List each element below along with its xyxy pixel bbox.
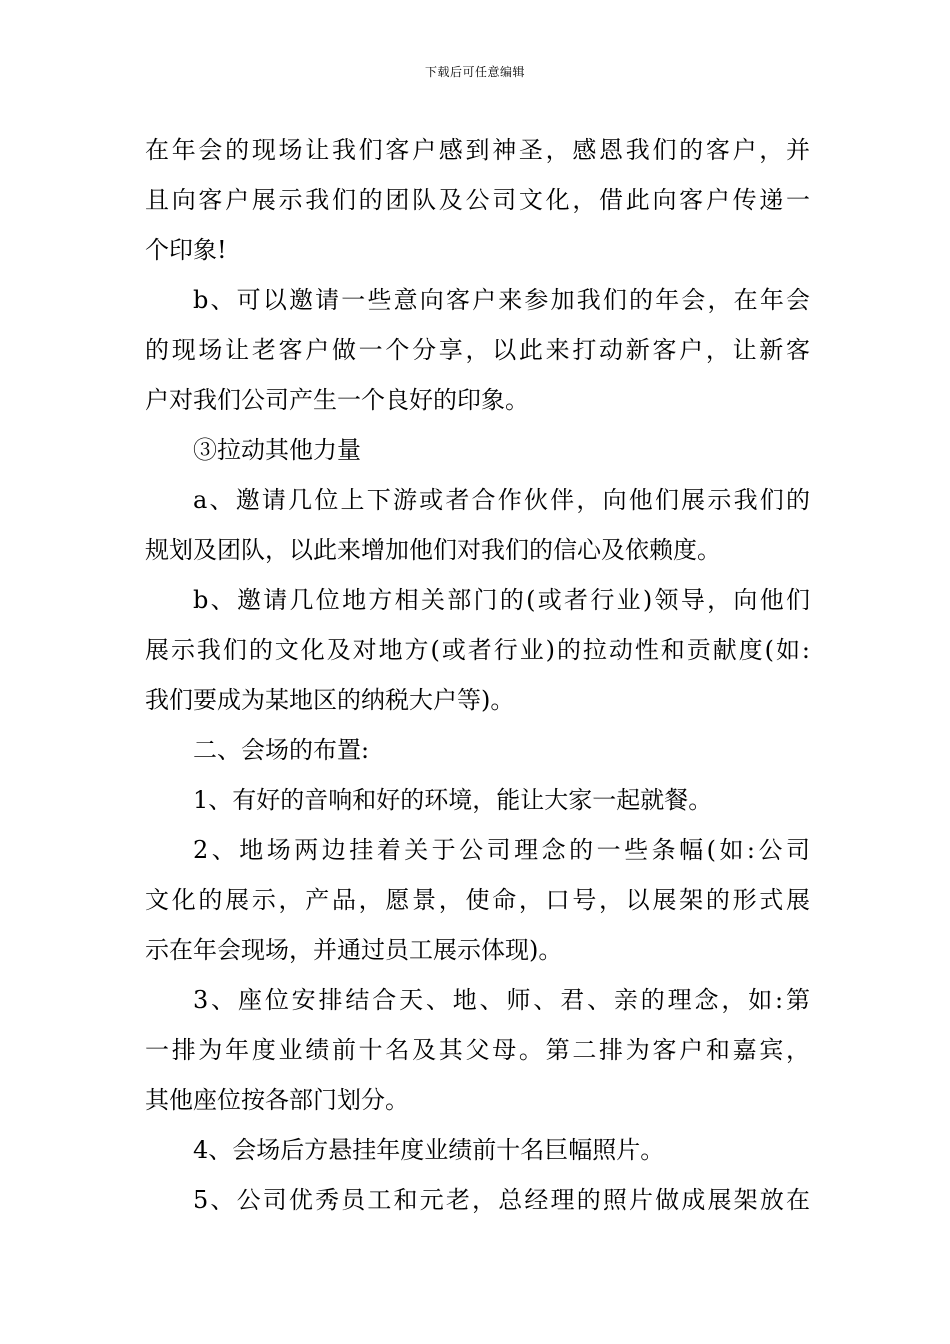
paragraph-line: 户对我们公司产生一个良好的印象。 — [145, 386, 529, 414]
paragraph-line: 3、座位安排结合天、地、师、君、亲的理念，如:第 — [193, 986, 810, 1014]
paragraph — [145, 475, 810, 575]
paragraph-line: 文化的展示，产品，愿景，使命，口号，以展架的形式展 — [145, 886, 810, 914]
paragraph — [145, 775, 810, 825]
paragraph-line: 一排为年度业绩前十名及其父母。第二排为客户和嘉宾， — [145, 1036, 810, 1064]
paragraph-line: 示在年会现场，并通过员工展示体现)。 — [145, 936, 563, 964]
paragraph-line: b、可以邀请一些意向客户来参加我们的年会，在年会 — [193, 286, 810, 314]
paragraph — [145, 1175, 810, 1225]
paragraph — [145, 975, 810, 1125]
body-text — [145, 125, 810, 1225]
paragraph-line: 且向客户展示我们的团队及公司文化，借此向客户传递一 — [145, 186, 810, 214]
paragraph-line: 2、地场两边挂着关于公司理念的一些条幅(如:公司 — [193, 836, 810, 864]
paragraph-line: 的现场让老客户做一个分享，以此来打动新客户，让新客 — [145, 336, 810, 364]
paragraph-line: 个印象! — [145, 236, 227, 264]
paragraph-line: 展示我们的文化及对地方(或者行业)的拉动性和贡献度(如: — [145, 636, 810, 664]
paragraph-line: 规划及团队，以此来增加他们对我们的信心及依赖度。 — [145, 536, 721, 564]
header-note: 下载后可任意编辑 — [424, 65, 525, 79]
paragraph — [145, 1125, 810, 1175]
section-heading: 二、会场的布置: — [193, 736, 370, 764]
paragraph — [145, 275, 810, 425]
paragraph — [145, 725, 810, 775]
paragraph — [145, 575, 810, 725]
paragraph-line: 1、有好的音响和好的环境，能让大家一起就餐。 — [193, 786, 713, 814]
paragraph-line: a、邀请几位上下游或者合作伙伴，向他们展示我们的 — [193, 486, 810, 514]
paragraph — [145, 425, 810, 475]
paragraph-line: 在年会的现场让我们客户感到神圣，感恩我们的客户，并 — [145, 136, 810, 164]
paragraph-line: ③拉动其他力量 — [193, 436, 361, 464]
paragraph — [145, 125, 810, 275]
paragraph-line: 我们要成为某地区的纳税大户等)。 — [145, 686, 515, 714]
paragraph-line: b、邀请几位地方相关部门的(或者行业)领导，向他们 — [193, 586, 810, 614]
paragraph-line: 其他座位按各部门划分。 — [145, 1086, 409, 1114]
paragraph — [145, 825, 810, 975]
paragraph-line: 5、公司优秀员工和元老，总经理的照片做成展架放在 — [193, 1186, 810, 1214]
paragraph-line: 4、会场后方悬挂年度业绩前十名巨幅照片。 — [193, 1136, 665, 1164]
